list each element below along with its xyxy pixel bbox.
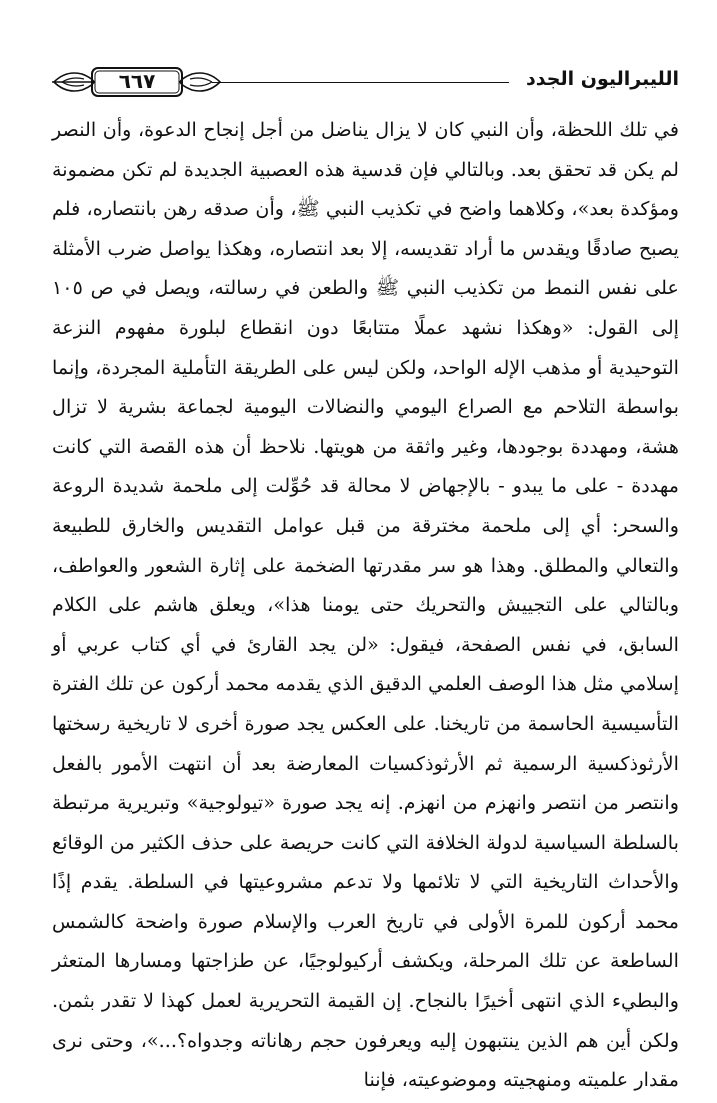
body-text (52, 110, 679, 1100)
page-header (52, 62, 679, 108)
running-title: الليبراليون الجدد (526, 68, 679, 90)
header-rule (212, 82, 509, 83)
page-number: ٦٦٧ (118, 69, 156, 93)
body-paragraph: في تلك اللحظة، وأن النبي كان لا يزال يناضل من أجل إنجاح الدعوة، وأن النصر لم يكن قد تحقق بعد. وبالتالي فإن قدسية هذه العصبية الجديدة لم تكن مضمونة ومؤكدة بعد»، وكلاهما واضح في تكذيب النبي ﷺ، وأن صدقه رهن بانتصاره، فلم يصبح صادقًا ويقدس ما أراد تقديسه، إلا بعد انتصاره، وهكذا يواصل ضرب الأمثلة على نفس النمط من تكذيب النبي ﷺ والطعن في رسالته، ويصل في ص ١٠٥ إلى القول: «وهكذا نشهد عملًا متتابعًا دون انقطاع لبلورة مفهوم النزعة التوحيدية أو مذهب الإله الواحد، ولكن ليس على الطريقة التأملية المجردة، وإنما بواسطة التلاحم مع الصراع اليومي والنضالات اليومية لجماعة بشرية لا تزال هشة، ومهددة بوجودها، وغير واثقة من هويتها. نلاحظ أن هذه القصة التي كانت مهددة - على ما يبدو - بالإجهاض لا محالة قد حُوِّلت إلى ملحمة شديدة الروعة والسحر: أي إلى ملحمة مخترقة من قبل عوامل التقديس والخارق للطبيعة والتعالي والمطلق. وهذا هو سر مقدرتها الضخمة على إثارة الشعور والعواطف، وبالتالي على التجييش والتحريك حتى يومنا هذا»، ويعلق هاشم على الكلام السابق، في نفس الصفحة، فيقول: «لن يجد القارئ في أي كتاب عربي أو إسلامي مثل هذا الوصف العلمي الدقيق الذي يقدمه محمد أركون عن تلك الفترة التأسيسية الحاسمة من تاريخنا. على العكس يجد صورة أخرى لا تاريخية رسختها الأرثوذكسية الرسمية ثم الأرثوذكسيات المعارضة بعد أن انتهت الأمور بالفعل وانتصر من انتصر وانهزم من انهزم. إنه يجد صورة «تيولوجية» وتبريرية مرتبطة بالسلطة السياسية لدولة الخلافة التي كانت حريصة على حذف الكثير من الوقائع والأحداث التاريخية التي لا تلائمها ولا تدعم مشروعيتها في السلطة. يقدم إذًا محمد أركون للمرة الأولى في تاريخ العرب والإسلام صورة واضحة كالشمس الساطعة عن تلك المرحلة، ويكشف أركيولوجيًا، عن طزاجتها ومسارها المتعثر والبطيء الذي انتهى أخيرًا بالنجاح. إن القيمة التحريرية لعمل كهذا لا تقدر بثمن. ولكن أين هم الذين ينتبهون إليه ويعرفون حجم رهاناته وجدواه؟...»، وحتى نرى مقدار علميته ومنهجيته وموضوعيته، فإننا (52, 118, 679, 1092)
